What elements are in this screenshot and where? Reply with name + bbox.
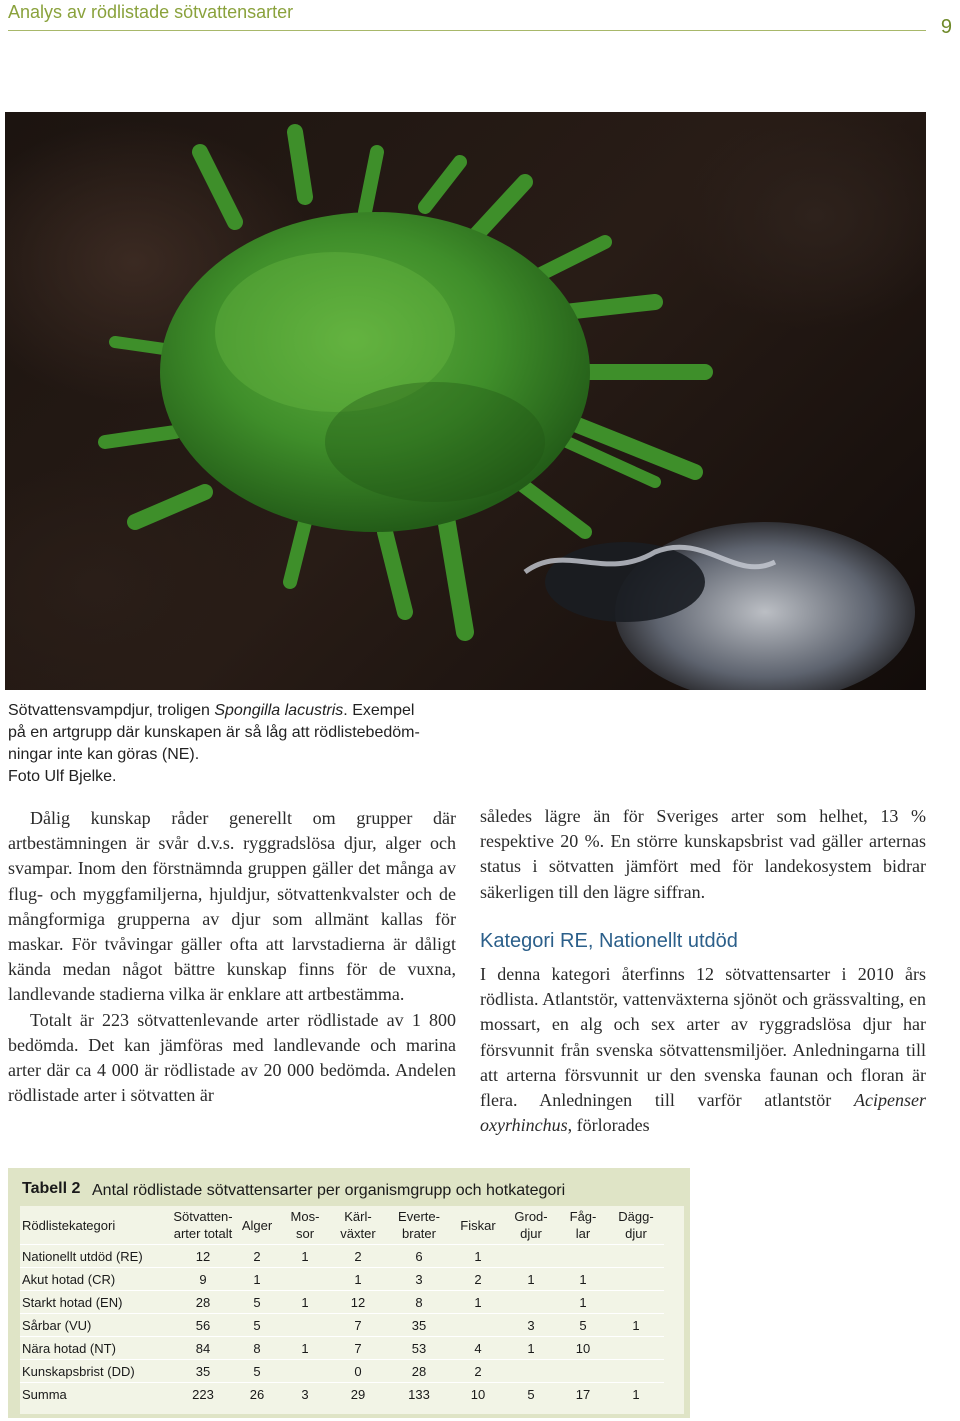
table-total-row <box>20 1383 664 1406</box>
count-cell: 10 <box>452 1383 504 1406</box>
count-cell: 17 <box>558 1383 608 1406</box>
count-cell: 133 <box>386 1383 452 1406</box>
count-cell: 1 <box>558 1291 608 1314</box>
column-header <box>504 1206 558 1245</box>
count-cell <box>504 1360 558 1383</box>
sponge-illustration <box>5 112 926 690</box>
header-rule <box>8 30 926 31</box>
column-header-text: Sötvatten- <box>173 1209 233 1224</box>
count-cell: 1 <box>234 1268 280 1291</box>
table-row <box>20 1360 664 1383</box>
column-header <box>172 1206 234 1245</box>
count-cell: 223 <box>172 1383 234 1406</box>
body-paragraph: således lägre än för Sveriges arter som helhet, 13 % respektive 20 %. En större kunskapsbrist vad gäller arternas status i sötvatten jämfört med för landekosystem bidrar säkerligen till den lägre siffran. <box>480 806 926 902</box>
table-row <box>20 1245 664 1268</box>
category-cell: Nära hotad (NT) <box>20 1337 172 1360</box>
count-cell: 10 <box>558 1337 608 1360</box>
count-cell: 5 <box>234 1360 280 1383</box>
column-header <box>452 1206 504 1245</box>
count-cell: 5 <box>558 1314 608 1337</box>
column-header <box>386 1206 452 1245</box>
column-header-text: djur <box>520 1226 542 1241</box>
count-cell: 3 <box>280 1383 330 1406</box>
table-header-row <box>20 1206 664 1245</box>
count-cell <box>504 1291 558 1314</box>
photo-caption <box>8 700 448 788</box>
count-cell: 7 <box>330 1337 386 1360</box>
column-header-text: Rödlistekategori <box>22 1217 116 1233</box>
count-cell: 1 <box>280 1291 330 1314</box>
column-header <box>280 1206 330 1245</box>
count-cell: 1 <box>330 1268 386 1291</box>
column-header-text: Grod- <box>514 1209 548 1224</box>
column-header <box>608 1206 664 1245</box>
count-cell: 56 <box>172 1314 234 1337</box>
column-header <box>330 1206 386 1245</box>
count-cell <box>452 1314 504 1337</box>
column-header-text: brater <box>402 1226 436 1241</box>
body-paragraph <box>480 962 926 1138</box>
column-header-text: sor <box>295 1226 315 1241</box>
count-cell: 29 <box>330 1383 386 1406</box>
count-cell: 12 <box>172 1245 234 1268</box>
count-cell: 12 <box>330 1291 386 1314</box>
photo-credit: Foto Ulf Bjelke. <box>8 768 117 785</box>
count-cell <box>608 1360 664 1383</box>
caption-line: ningar inte kan göras (NE). <box>8 746 200 763</box>
table-body <box>20 1206 684 1414</box>
column-header <box>20 1206 172 1245</box>
column-header-text: Mos- <box>290 1209 320 1224</box>
table-row <box>20 1268 664 1291</box>
table-label: Tabell 2 <box>22 1180 81 1197</box>
count-cell: 8 <box>234 1337 280 1360</box>
count-cell: 28 <box>172 1291 234 1314</box>
caption-line <box>8 700 448 722</box>
column-header-text: Kärl- <box>344 1209 372 1224</box>
column-header-text: Everte- <box>398 1209 440 1224</box>
category-cell: Kunskapsbrist (DD) <box>20 1360 172 1383</box>
count-cell: 8 <box>386 1291 452 1314</box>
species-name: Acipenser oxyrhinchus <box>480 1090 926 1136</box>
column-header-text: lar <box>575 1226 591 1241</box>
count-cell: 1 <box>280 1337 330 1360</box>
running-title: Analys av rödlistade sötvattensarter <box>8 2 294 22</box>
body-column-left <box>8 806 456 1108</box>
count-cell <box>504 1245 558 1268</box>
column-header-text: Fåg- <box>569 1209 597 1224</box>
column-header-text: djur <box>625 1226 647 1241</box>
count-cell: 5 <box>234 1314 280 1337</box>
table-title: Antal rödlistade sötvattensarter per organismgrupp och hotkategori <box>92 1182 566 1199</box>
count-cell: 1 <box>504 1337 558 1360</box>
count-cell: 28 <box>386 1360 452 1383</box>
count-cell: 84 <box>172 1337 234 1360</box>
count-cell: 7 <box>330 1314 386 1337</box>
category-cell: Summa <box>20 1383 172 1406</box>
count-cell: 4 <box>452 1337 504 1360</box>
count-cell: 2 <box>234 1245 280 1268</box>
count-cell: 53 <box>386 1337 452 1360</box>
column-header <box>558 1206 608 1245</box>
section-heading: Kategori RE, Nationellt utdöd <box>480 929 738 952</box>
category-cell: Starkt hotad (EN) <box>20 1291 172 1314</box>
column-header-text: Dägg- <box>618 1209 654 1224</box>
table-panel <box>8 1168 690 1418</box>
count-cell: 0 <box>330 1360 386 1383</box>
count-cell: 35 <box>386 1314 452 1337</box>
count-cell: 5 <box>234 1291 280 1314</box>
count-cell <box>558 1245 608 1268</box>
count-cell <box>280 1360 330 1383</box>
caption-text: . Exempel <box>343 702 415 719</box>
column-header <box>234 1206 280 1245</box>
count-cell: 1 <box>608 1314 664 1337</box>
caption-line: på en artgrupp där kunskapen är så låg att rödlistebedöm- <box>8 724 420 741</box>
body-paragraph: Totalt är 223 sötvattenlevande arter rödlistade av 1 800 bedömda. Det kan jämföras med landlevande och marina arter där ca 4 000 är rödlistade av 20 000 bedömda. Andelen rödlistade arter i sötvatten är <box>8 1009 456 1106</box>
caption-text: Sötvattensvampdjur, troligen <box>8 702 215 719</box>
category-cell: Sårbar (VU) <box>20 1314 172 1337</box>
count-cell <box>608 1337 664 1360</box>
column-header-text: arter totalt <box>173 1226 233 1241</box>
count-cell: 1 <box>452 1291 504 1314</box>
count-cell <box>280 1314 330 1337</box>
count-cell <box>608 1268 664 1291</box>
sponge-photo <box>5 112 926 690</box>
count-cell: 1 <box>608 1383 664 1406</box>
count-cell: 35 <box>172 1360 234 1383</box>
count-cell <box>608 1245 664 1268</box>
column-header-text: Alger <box>241 1217 273 1233</box>
count-cell <box>280 1268 330 1291</box>
count-cell <box>558 1360 608 1383</box>
column-header-text: Fiskar <box>460 1217 496 1233</box>
category-cell: Nationellt utdöd (RE) <box>20 1245 172 1268</box>
count-cell: 2 <box>452 1268 504 1291</box>
count-cell: 6 <box>386 1245 452 1268</box>
count-cell: 26 <box>234 1383 280 1406</box>
count-cell: 1 <box>558 1268 608 1291</box>
count-cell: 3 <box>386 1268 452 1291</box>
count-cell: 2 <box>452 1360 504 1383</box>
count-cell: 1 <box>452 1245 504 1268</box>
body-text: I denna kategori återfinns 12 sötvattensarter i 2010 års rödlista. Atlantstör, vattenväxterna sjönöt och grässvalting, en mossart, en alg och sex arter av ryggradslösa djur har försvunnit från svenska sötvattensmiljöer. Anledningarna till att arterna försvunnit ur den svenska faunan och floran är flera. Anledningen till varför atlantstör <box>480 964 926 1111</box>
table-row <box>20 1291 664 1314</box>
page-number: 9 <box>940 16 952 38</box>
body-column-right <box>480 804 926 1138</box>
caption-species: Spongilla lacustris <box>214 702 344 719</box>
count-cell: 1 <box>280 1245 330 1268</box>
table-row <box>20 1314 664 1337</box>
count-cell: 9 <box>172 1268 234 1291</box>
body-paragraph: Dålig kunskap råder generellt om grupper där artbestämningen är svår d.v.s. ryggradslösa djur, alger och svampar. Inom den förstnämnda gruppen gäller det många av flug- och myggfamiljerna, hjuldjur, sötvattenkvalster och de mångformiga grupperna av djur som allmänt kallas för maskar. För tvåvingar gäller ofta att larvstadierna är dåligt kända medan något bättre kunskap finns för de vuxna, landlevande stadierna vilka är enklare att artbestämma. <box>8 808 456 1005</box>
body-text: , förlorades <box>567 1115 650 1136</box>
count-cell: 2 <box>330 1245 386 1268</box>
table-row <box>20 1337 664 1360</box>
count-cell <box>608 1291 664 1314</box>
count-cell: 3 <box>504 1314 558 1337</box>
count-cell: 1 <box>504 1268 558 1291</box>
count-cell: 5 <box>504 1383 558 1406</box>
redlist-table <box>20 1206 664 1405</box>
category-cell: Akut hotad (CR) <box>20 1268 172 1291</box>
column-header-text: växter <box>340 1226 376 1241</box>
